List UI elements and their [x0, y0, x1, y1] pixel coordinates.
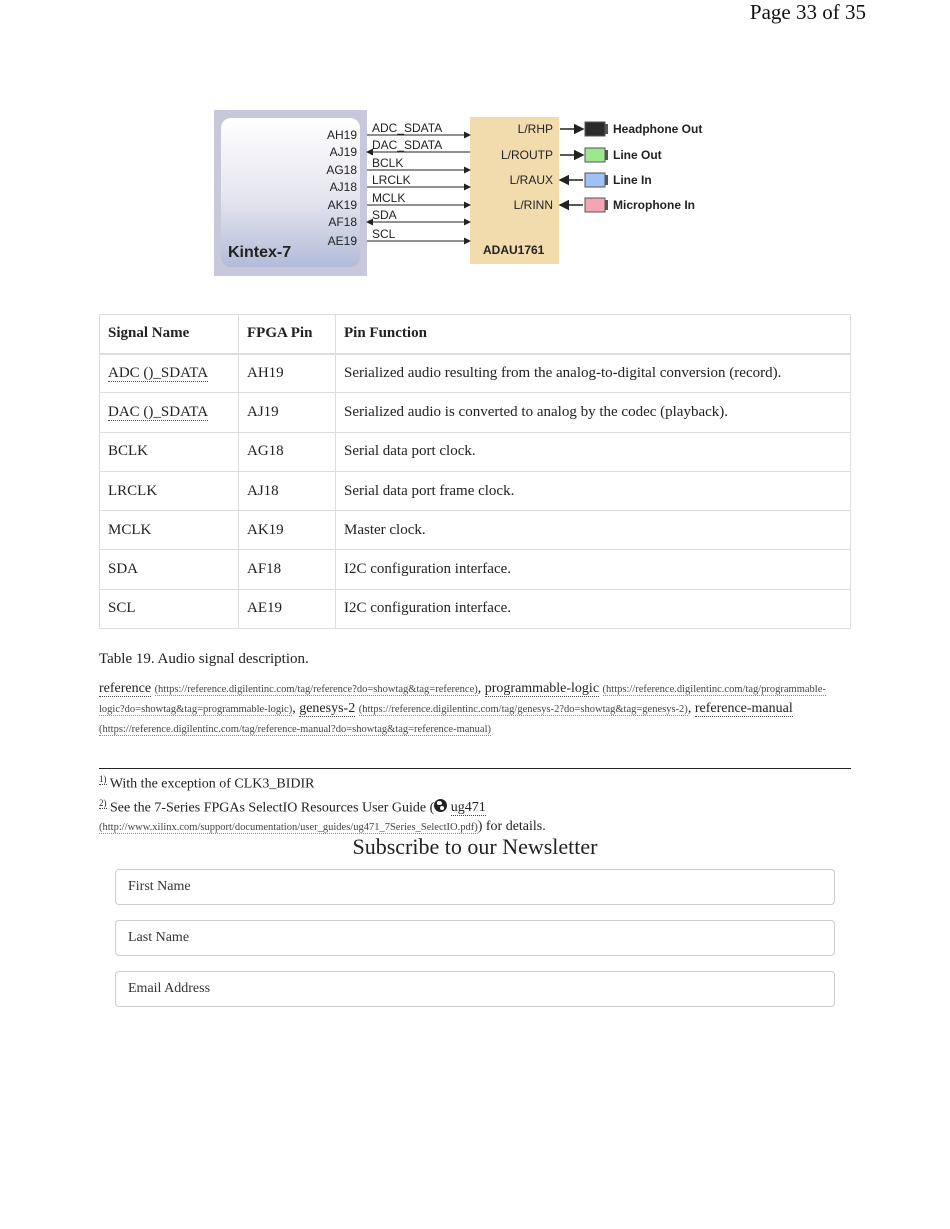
codec-port-label: L/RAUX [509, 173, 553, 187]
footnote-2 [99, 794, 851, 838]
signal-name-cell [100, 432, 239, 471]
table-row [100, 550, 851, 589]
table-header-row [100, 315, 851, 354]
globe-icon [434, 799, 447, 812]
fpga-pin-cell: AE19 [239, 589, 336, 628]
table-row [100, 432, 851, 471]
footnote-2-mark[interactable]: 2) [99, 797, 107, 808]
header-pin-function: Pin Function [336, 315, 851, 354]
fpga-pin-cell: AJ19 [239, 393, 336, 432]
footnote-divider [99, 768, 851, 769]
fpga-pin-label: AJ18 [329, 180, 357, 194]
tag-url[interactable]: (https://reference.digilentinc.com/tag/programmable-logic?do=showtag&tag=programmable-logic) [99, 684, 826, 715]
footnote-2-text: See the 7-Series FPGAs SelectIO Resources User Guide ( [110, 800, 435, 816]
fpga-pin-label: AF18 [328, 215, 357, 229]
header-fpga-pin: FPGA Pin [239, 315, 336, 354]
table-row [100, 511, 851, 550]
signal-label: DAC_SDATA [372, 138, 443, 152]
table-row [100, 393, 851, 432]
fpga-pin-cell: AG18 [239, 432, 336, 471]
fpga-pin-cell: AF18 [239, 550, 336, 589]
signal-name-cell [100, 511, 239, 550]
signal-name-cell [100, 589, 239, 628]
table-row [100, 354, 851, 393]
page-number: Page 33 of 35 [749, 0, 866, 24]
pin-function-cell: I2C configuration interface. [336, 550, 851, 589]
audio-jack-label: Line In [613, 173, 652, 187]
signal-name-cell [100, 550, 239, 589]
newsletter-title: Subscribe to our Newsletter [352, 834, 598, 859]
signal-name: SCL [108, 600, 136, 617]
audio-jack-label: Microphone In [613, 198, 695, 212]
last-name-input[interactable] [115, 920, 835, 956]
codec-port-label: L/RHP [517, 122, 553, 136]
signal-name: BCLK [108, 443, 149, 460]
tag-url[interactable]: (https://reference.digilentinc.com/tag/genesys-2?do=showtag&tag=genesys-2) [358, 704, 688, 715]
codec-port-label: L/ROUTP [500, 148, 553, 162]
codec-port-label: L/RINN [513, 198, 553, 212]
fpga-pin-label: AG18 [326, 163, 357, 177]
pin-function-cell: I2C configuration interface. [336, 589, 851, 628]
audio-jack-plug [605, 200, 608, 210]
signal-label: SDA [372, 208, 397, 222]
pin-function-cell: Serialized audio resulting from the analog-to-digital conversion (record). [336, 354, 851, 393]
signal-name: MCLK [108, 521, 152, 538]
codec-block [470, 117, 559, 264]
signal-name: SDA [108, 561, 139, 578]
signal-name-cell [100, 393, 239, 432]
signal-name: DAC ()_SDATA [108, 403, 209, 420]
ug471-link[interactable]: ug471 [450, 800, 486, 816]
footnotes [99, 770, 851, 837]
audio-jack-plug [605, 124, 608, 134]
ug471-url[interactable]: (http://www.xilinx.com/support/documentation/user_guides/ug471_7Series_SelectIO.pdf) [99, 822, 478, 834]
tag-link-reference-manual[interactable]: reference-manual [694, 701, 793, 716]
pin-function-cell: Serialized audio is converted to analog by the codec (playback). [336, 393, 851, 432]
fpga-label: Kintex-7 [228, 244, 292, 261]
audio-signal-table [99, 314, 851, 629]
fpga-pin-label: AH19 [326, 128, 357, 142]
signal-label: BCLK [372, 156, 404, 170]
first-name-input[interactable] [115, 869, 835, 905]
email-input[interactable] [115, 971, 835, 1007]
table-row [100, 471, 851, 510]
tag-link-programmable-logic[interactable]: programmable-logic [484, 681, 600, 696]
fpga-pin-cell: AK19 [239, 511, 336, 550]
codec-label: ADAU1761 [483, 243, 545, 257]
audio-jack-plug [605, 175, 608, 185]
audio-jacks [560, 122, 702, 212]
header-signal-name: Signal Name [100, 315, 239, 354]
audio-jack-plug [605, 150, 608, 160]
tag-link-reference[interactable]: reference [99, 681, 152, 696]
signal-name-cell [100, 354, 239, 393]
audio-block-diagram [213, 110, 713, 280]
signal-name: ADC ()_SDATA [108, 364, 209, 381]
signal-label: MCLK [372, 191, 406, 205]
tag-link-genesys-2[interactable]: genesys-2 [299, 701, 356, 716]
signal-label: ADC_SDATA [372, 121, 443, 135]
signal-name-cell [100, 471, 239, 510]
tag-list: reference (https://reference.digilentinc.com/tag/reference?do=showtag&tag=reference), programmable-logic (https://reference.digilentinc.com/tag/programmable-logic?do=showtag&tag=programmable-logic), genesys-2 (https://reference.digilentinc.com/tag/genesys-2?do=showtag&tag=genesys-2), reference-manual (https://reference.digilentinc.com/tag/reference-manual?do=showtag&tag=reference-manual) [99, 681, 826, 735]
diagram-canvas [213, 110, 713, 280]
fpga-pin-label: AK19 [327, 198, 357, 212]
footnote-1-mark[interactable]: 1) [99, 774, 107, 784]
tag-url[interactable]: (https://reference.digilentinc.com/tag/reference?do=showtag&tag=reference) [154, 684, 478, 695]
audio-jack-icon [585, 198, 605, 212]
fpga-pin-label: AJ19 [329, 145, 357, 159]
fpga-pin-label: AE19 [327, 234, 357, 248]
pin-function-cell: Serial data port frame clock. [336, 471, 851, 510]
footnote-1-text: With the exception of CLK3_BIDIR [109, 776, 315, 792]
footnote-2-tail: ) for details. [477, 819, 546, 835]
pin-function-cell: Master clock. [336, 511, 851, 550]
signal-label: LRCLK [372, 173, 411, 187]
signal-name: LRCLK [108, 482, 158, 499]
signal-label: SCL [372, 227, 396, 241]
tag-url[interactable]: (https://reference.digilentinc.com/tag/reference-manual?do=showtag&tag=reference-manual) [99, 724, 491, 735]
audio-jack-label: Headphone Out [613, 122, 703, 136]
audio-jack-icon [585, 173, 605, 187]
footnote-1 [99, 770, 851, 794]
audio-jack-icon [585, 122, 605, 136]
audio-jack-label: Line Out [613, 148, 662, 162]
table-row [100, 589, 851, 628]
fpga-pin-cell: AH19 [239, 354, 336, 393]
signal-lines [367, 121, 470, 241]
audio-jack-icon [585, 148, 605, 162]
table-caption: Table 19. Audio signal description. [99, 651, 309, 667]
fpga-pin-cell: AJ18 [239, 471, 336, 510]
pin-function-cell: Serial data port clock. [336, 432, 851, 471]
